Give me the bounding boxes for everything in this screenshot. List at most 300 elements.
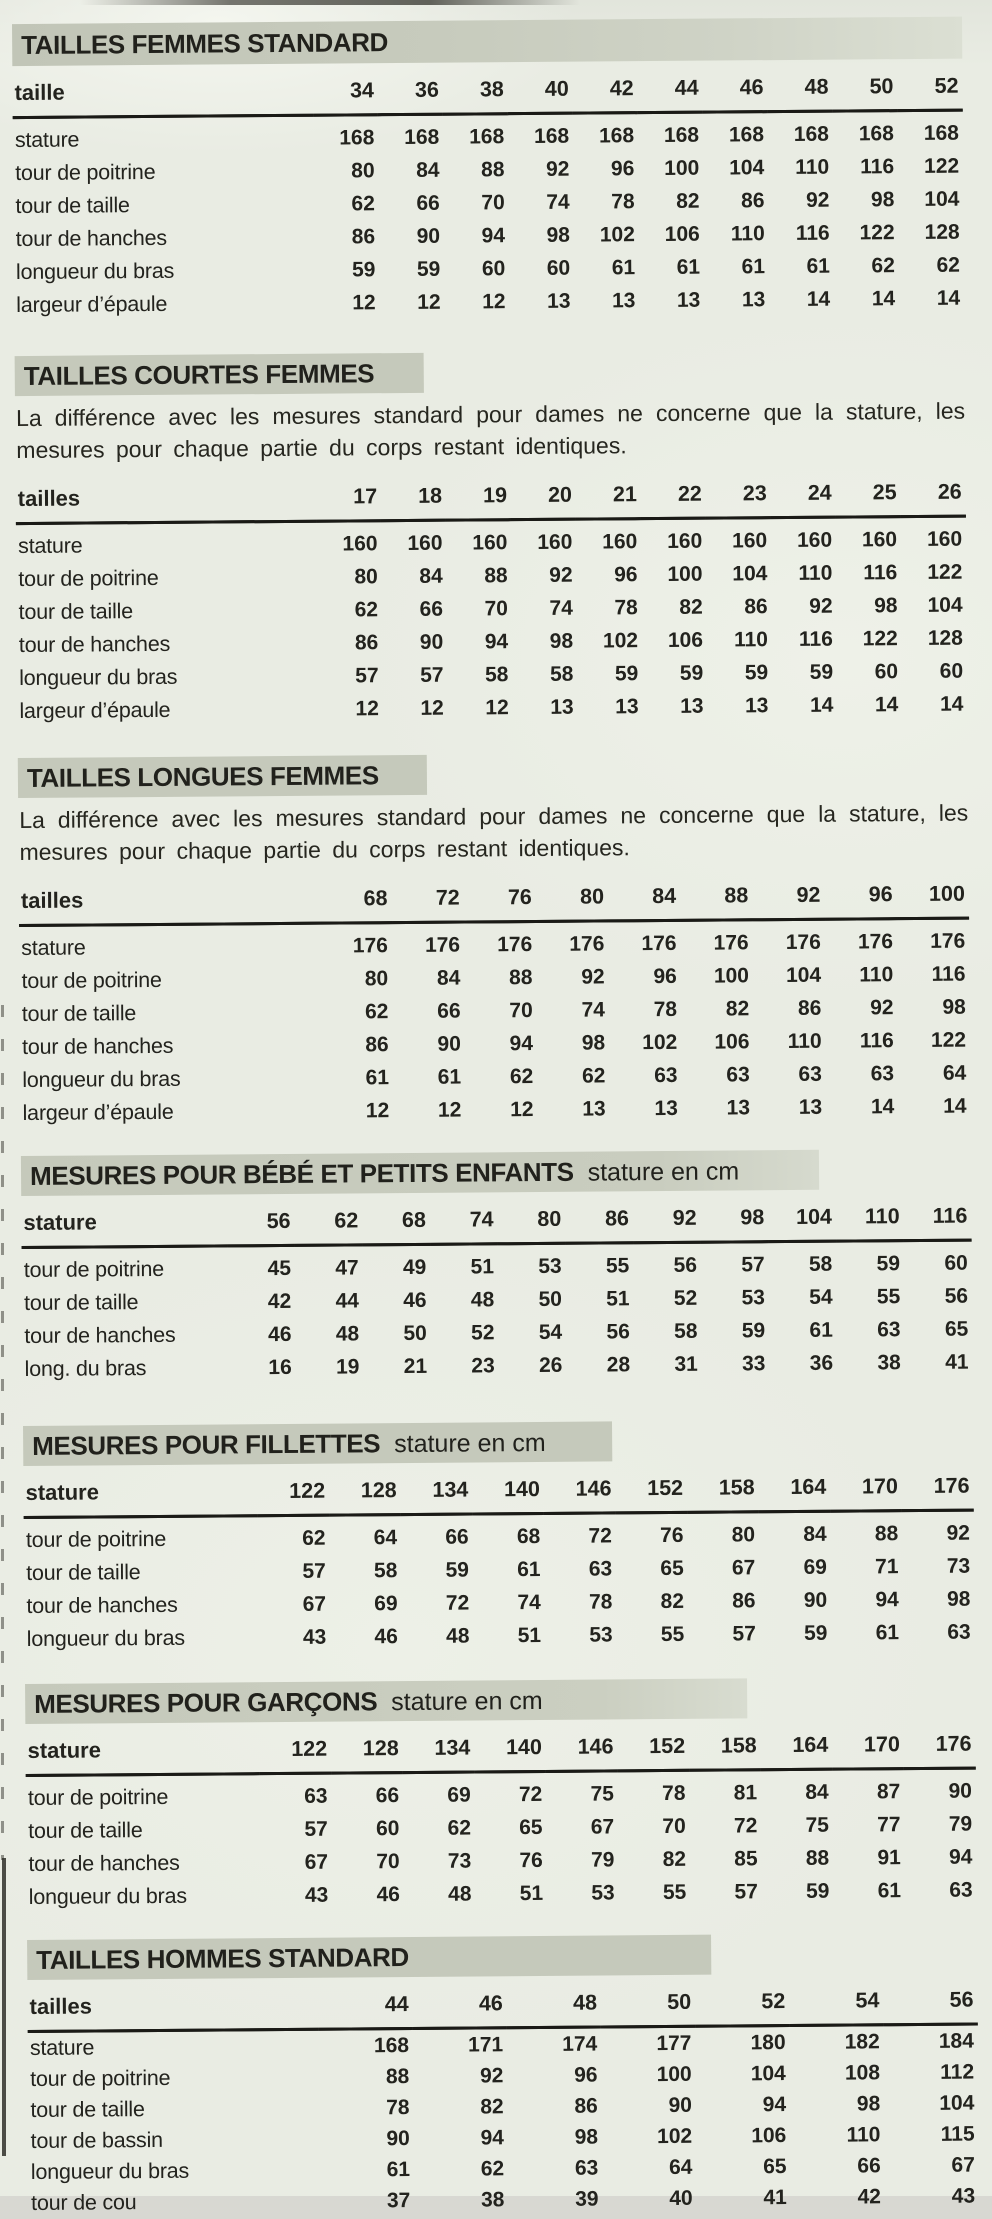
size-table-fillettes [23, 1465, 974, 1656]
header-label: stature [21, 1200, 227, 1247]
cell-value: 57 [732, 1622, 756, 1646]
row-label: tour de taille [28, 1818, 143, 1844]
table-row [27, 1874, 977, 1914]
cell-value: 66 [375, 1784, 400, 1808]
cell-value: 59 [805, 1879, 830, 1903]
cell-value: 65 [944, 1317, 969, 1341]
cell-value: 64 [373, 1526, 398, 1550]
cell-value: 94 [948, 1845, 973, 1869]
column-header: 96 [824, 873, 897, 919]
cell-value: 13 [798, 1095, 823, 1119]
row-label: tour de cou [31, 2190, 137, 2215]
cell-value: 177 [656, 2031, 692, 2056]
cell-value: 59 [614, 662, 639, 686]
cell-value: 108 [844, 2061, 881, 2085]
cell-value: 116 [859, 1029, 894, 1053]
header-row [25, 1723, 975, 1776]
cell-value: 78 [588, 1590, 613, 1614]
cell-value: 98 [581, 1031, 606, 1055]
column-header: 50 [601, 1981, 695, 2027]
cell-value: 67 [731, 1556, 756, 1580]
cell-value: 168 [534, 124, 570, 148]
row-label: stature [21, 935, 86, 961]
cell-value: 88 [484, 564, 508, 588]
column-header: 170 [832, 1723, 904, 1769]
cell-value: 78 [614, 596, 638, 620]
table-row [25, 1616, 975, 1656]
cell-value: 38 [877, 1351, 901, 1375]
cell-value: 43 [304, 1883, 329, 1907]
cell-value: 176 [713, 931, 749, 955]
cell-value: 13 [582, 1097, 606, 1121]
cell-value: 100 [664, 156, 700, 180]
cell-value: 168 [598, 124, 635, 148]
column-header: 24 [771, 472, 836, 518]
cell-value: 94 [484, 630, 509, 654]
cell-value: 98 [546, 223, 571, 247]
cell-value: 72 [518, 1782, 543, 1807]
row-label: tour de poitrine [27, 1784, 169, 1811]
cell-value: 58 [484, 663, 509, 687]
section-description: La différence avec les mesures standard pour dames ne concerne que la stature, les mesures pour chaque partie du corps restant identiques. [15, 397, 966, 464]
cell-value: 76 [660, 1523, 684, 1548]
cell-value: 59 [741, 1319, 766, 1343]
cell-value: 94 [875, 1588, 899, 1612]
cell-value: 102 [599, 223, 635, 247]
cell-value: 98 [874, 594, 898, 618]
column-header: 42 [573, 67, 638, 113]
cell-value: 55 [605, 1254, 630, 1278]
column-header: 134 [401, 1469, 473, 1515]
header-row [12, 65, 962, 118]
cell-value: 13 [676, 288, 701, 312]
cell-value: 14 [806, 287, 831, 311]
cell-value: 176 [930, 929, 966, 953]
cell-value: 56 [673, 1253, 698, 1277]
cell-value: 92 [809, 594, 833, 618]
column-header: 36 [378, 69, 443, 115]
cell-value: 55 [662, 1880, 687, 1905]
cell-value: 98 [549, 629, 574, 653]
header-row [19, 873, 969, 926]
section-title-text: TAILLES HOMMES STANDARD [36, 1942, 409, 1975]
column-header: 38 [443, 68, 508, 114]
cell-value: 92 [805, 188, 830, 212]
table-row [20, 1090, 970, 1130]
cell-value: 96 [653, 964, 677, 989]
cell-value: 90 [948, 1779, 972, 1803]
cell-value: 176 [424, 933, 461, 957]
cell-value: 14 [943, 1094, 967, 1118]
cell-value: 62 [447, 1816, 472, 1840]
cell-value: 16 [268, 1355, 292, 1380]
column-header: 46 [413, 1982, 507, 2028]
row-label: tour de poitrine [30, 2065, 171, 2091]
cell-value: 64 [668, 2155, 693, 2179]
header-label: tailles [16, 476, 317, 524]
section-title-text: TAILLES FEMMES STANDARD [21, 27, 389, 61]
row-label: longueur du bras [26, 1625, 185, 1652]
cell-value: 56 [606, 1320, 630, 1344]
cell-value: 44 [335, 1289, 359, 1313]
column-header: 19 [446, 474, 511, 520]
section-tailles-courtes-femmes [15, 349, 968, 728]
cell-value: 116 [795, 221, 830, 245]
column-header: 44 [638, 67, 703, 113]
row-label: tour de taille [15, 193, 130, 219]
cell-value: 62 [936, 253, 961, 277]
cell-value: 63 [726, 1063, 750, 1087]
cell-value: 98 [574, 2125, 599, 2149]
column-header: 140 [474, 1726, 546, 1772]
column-header: 68 [362, 1199, 430, 1245]
cell-value: 50 [403, 1321, 427, 1346]
cell-value: 13 [744, 694, 769, 718]
cell-value: 53 [538, 1254, 562, 1278]
row-label: tour de hanches [24, 1322, 176, 1349]
row-label: tour de hanches [15, 225, 167, 252]
cell-value: 46 [403, 1288, 427, 1313]
column-header: 68 [319, 877, 392, 923]
cell-value: 67 [302, 1592, 327, 1616]
cell-value: 77 [877, 1813, 901, 1837]
column-header: 44 [318, 1983, 412, 2029]
cell-value: 92 [479, 2064, 504, 2088]
row-label: tour de taille [26, 1560, 141, 1586]
cell-value: 13 [680, 694, 704, 718]
cell-value: 168 [373, 2034, 410, 2058]
column-header: 92 [752, 874, 825, 920]
column-header: 56 [227, 1200, 295, 1246]
cell-value: 63 [870, 1062, 895, 1086]
cell-value: 63 [947, 1620, 971, 1644]
cell-value: 104 [924, 187, 960, 211]
header-row [23, 1465, 973, 1518]
section-title [25, 1678, 747, 1724]
cell-value: 61 [365, 1066, 390, 1090]
cell-value: 78 [662, 1781, 686, 1806]
cell-value: 110 [733, 628, 769, 652]
cell-value: 79 [948, 1812, 973, 1836]
section-title [21, 1150, 819, 1196]
cell-value: 176 [785, 930, 821, 955]
cell-value: 60 [546, 256, 571, 280]
row-label: longueur du bras [19, 664, 178, 691]
cell-value: 59 [679, 661, 704, 685]
row-label: largeur d’épaule [19, 697, 171, 724]
cell-value: 61 [741, 255, 766, 279]
cell-value: 62 [354, 598, 379, 622]
cell-value: 65 [763, 2155, 787, 2179]
cell-value: 91 [877, 1846, 901, 1870]
cell-value: 104 [750, 2062, 786, 2086]
cell-value: 160 [472, 531, 508, 555]
cell-value: 58 [549, 662, 574, 686]
cell-value: 110 [787, 1029, 822, 1054]
cell-value: 92 [549, 563, 573, 587]
cell-value: 12 [352, 291, 376, 315]
cell-value: 63 [949, 1878, 973, 1902]
row-label: long. du bras [24, 1356, 147, 1382]
cell-value: 168 [858, 122, 894, 146]
row-label: longueur du bras [28, 1883, 187, 1910]
cell-value: 88 [805, 1846, 830, 1870]
cell-value: 74 [546, 190, 570, 214]
column-header: 164 [761, 1724, 833, 1770]
column-header: 134 [403, 1727, 475, 1773]
cell-value: 52 [471, 1321, 495, 1345]
column-header: 46 [702, 66, 767, 112]
cell-value: 54 [809, 1285, 833, 1309]
cell-value: 160 [732, 529, 768, 553]
cell-value: 23 [471, 1354, 495, 1378]
cell-value: 60 [375, 1817, 400, 1841]
cell-value: 106 [751, 2124, 787, 2148]
cell-value: 168 [404, 125, 440, 150]
column-header: 158 [687, 1466, 759, 1512]
cell-value: 102 [602, 629, 639, 653]
column-header: 122 [259, 1728, 331, 1774]
cell-value: 62 [302, 1526, 326, 1550]
cell-value: 84 [805, 1780, 829, 1804]
cell-value: 62 [351, 192, 375, 216]
cell-value: 168 [663, 123, 700, 147]
cell-value: 106 [664, 222, 700, 246]
cell-value: 38 [480, 2188, 505, 2212]
cell-value: 13 [550, 695, 574, 719]
cell-value: 102 [657, 2124, 693, 2149]
cell-value: 59 [744, 661, 769, 685]
cell-value: 61 [437, 1065, 462, 1089]
header-label: taille [12, 70, 313, 118]
cell-value: 70 [481, 191, 505, 215]
column-header: 86 [565, 1197, 633, 1243]
cell-value: 86 [365, 1033, 389, 1057]
column-header: 20 [511, 474, 576, 520]
cell-value: 81 [733, 1781, 758, 1805]
cell-value: 41 [945, 1350, 969, 1374]
cell-value: 182 [844, 2030, 880, 2054]
cell-value: 71 [875, 1555, 899, 1579]
column-header: 104 [768, 1196, 836, 1242]
table-row [14, 282, 964, 322]
column-header: 110 [836, 1195, 904, 1241]
cell-value: 104 [729, 156, 765, 180]
cell-value: 72 [588, 1524, 612, 1548]
cell-value: 106 [714, 1030, 750, 1054]
column-header: 92 [633, 1197, 701, 1243]
cell-value: 21 [403, 1354, 428, 1379]
row-label: tour de hanches [18, 631, 171, 658]
cell-value: 60 [939, 659, 964, 683]
cell-value: 87 [876, 1780, 901, 1804]
column-header: 48 [507, 1982, 601, 2028]
cell-value: 104 [732, 562, 768, 586]
header-row [27, 1979, 977, 2032]
cell-value: 168 [793, 122, 829, 146]
column-header: 152 [617, 1725, 689, 1771]
row-label: tour de taille [30, 2097, 145, 2122]
row-label: longueur du bras [22, 1066, 181, 1093]
cell-value: 68 [516, 1524, 541, 1549]
cell-value: 43 [302, 1625, 327, 1649]
cell-value: 94 [509, 1032, 534, 1056]
column-header: 21 [576, 473, 641, 519]
cell-value: 13 [546, 289, 571, 313]
cell-value: 92 [581, 965, 605, 989]
cell-value: 63 [654, 1063, 678, 1088]
cell-value: 67 [304, 1850, 329, 1874]
section-title-suffix: stature en cm [587, 1157, 740, 1187]
cell-value: 53 [589, 1623, 613, 1647]
page-content [12, 17, 979, 2219]
cell-value: 12 [355, 697, 379, 721]
cell-value: 96 [614, 563, 638, 587]
cell-value: 90 [416, 224, 441, 248]
cell-value: 92 [870, 996, 894, 1020]
cell-value: 84 [436, 966, 461, 990]
cell-value: 92 [946, 1521, 970, 1545]
cell-value: 61 [611, 256, 636, 280]
cell-value: 48 [470, 1288, 495, 1312]
cell-value: 62 [871, 254, 895, 278]
column-header: 50 [832, 65, 897, 111]
cell-value: 100 [667, 562, 703, 586]
cell-value: 42 [857, 2185, 882, 2209]
cell-value: 12 [482, 290, 506, 314]
cell-value: 67 [951, 2153, 975, 2177]
cell-value: 88 [385, 2065, 410, 2089]
cell-value: 122 [859, 221, 895, 245]
cell-value: 86 [797, 996, 822, 1020]
cell-value: 43 [951, 2184, 976, 2208]
table-row [17, 688, 967, 728]
cell-value: 28 [606, 1353, 631, 1377]
cell-value: 57 [355, 664, 379, 688]
cell-value: 160 [796, 528, 833, 552]
cell-value: 116 [863, 561, 898, 585]
cell-value: 106 [667, 628, 704, 652]
cell-value: 82 [662, 1847, 687, 1872]
cell-value: 94 [481, 224, 506, 248]
cell-value: 13 [654, 1096, 678, 1121]
cell-value: 66 [857, 2154, 881, 2178]
header-label: stature [25, 1728, 259, 1775]
cell-value: 58 [808, 1252, 833, 1276]
cell-value: 116 [931, 962, 966, 986]
row-label: tour de taille [23, 1290, 139, 1316]
cell-value: 82 [480, 2095, 504, 2119]
cell-value: 59 [876, 1252, 901, 1276]
header-row [21, 1195, 971, 1248]
cell-value: 50 [538, 1287, 562, 1311]
cell-value: 69 [447, 1783, 471, 1807]
cell-value: 122 [927, 560, 963, 584]
cell-value: 73 [946, 1554, 971, 1578]
cell-value: 60 [481, 257, 506, 281]
cell-value: 116 [798, 627, 833, 651]
cell-value: 74 [517, 1590, 541, 1615]
column-header: 98 [700, 1196, 768, 1242]
row-label: stature [29, 2035, 95, 2060]
column-header: 23 [706, 472, 771, 518]
column-header: 52 [897, 65, 962, 111]
cell-value: 110 [795, 155, 830, 179]
cell-value: 61 [809, 1318, 833, 1342]
section-title [15, 353, 424, 396]
row-label: tour de hanches [26, 1592, 178, 1619]
row-label: largeur d’épaule [16, 291, 168, 318]
section-title-suffix: stature en cm [391, 1686, 543, 1717]
section-title [27, 1935, 711, 1980]
cell-value: 174 [562, 2032, 598, 2056]
cell-value: 176 [497, 933, 533, 957]
cell-value: 90 [419, 630, 444, 654]
cell-value: 12 [420, 696, 444, 720]
cell-value: 160 [602, 530, 638, 554]
column-header: 80 [497, 1198, 565, 1244]
cell-value: 86 [574, 2094, 598, 2118]
cell-value: 102 [642, 1030, 678, 1055]
row-label: tour de hanches [21, 1033, 174, 1060]
column-header: 80 [536, 875, 609, 921]
column-header: 76 [464, 876, 537, 922]
column-header: 18 [381, 475, 446, 521]
cell-value: 122 [924, 154, 960, 178]
cell-value: 13 [741, 288, 766, 312]
cell-value: 61 [877, 1879, 902, 1903]
cell-value: 78 [653, 997, 678, 1022]
cell-value: 75 [805, 1813, 830, 1837]
cell-value: 55 [660, 1622, 685, 1647]
cell-value: 63 [588, 1557, 613, 1581]
row-label: tour de poitrine [21, 967, 162, 994]
cell-value: 48 [448, 1882, 472, 1906]
cell-value: 160 [342, 532, 378, 556]
cell-value: 63 [304, 1784, 328, 1808]
cell-value: 80 [351, 159, 375, 183]
cell-value: 57 [302, 1559, 326, 1583]
section-tailles-longues-femmes [18, 751, 971, 1130]
column-header: 100 [896, 873, 969, 919]
column-header: 128 [331, 1727, 403, 1773]
cell-value: 82 [676, 189, 700, 213]
cell-value: 98 [856, 2092, 881, 2116]
cell-value: 26 [538, 1353, 563, 1377]
cell-value: 128 [927, 626, 963, 650]
column-header: 146 [546, 1725, 618, 1771]
cell-value: 176 [569, 932, 605, 956]
cell-value: 55 [876, 1285, 901, 1309]
cell-value: 86 [744, 595, 768, 619]
cell-value: 66 [437, 999, 461, 1023]
row-label: longueur du bras [15, 258, 175, 285]
cell-value: 86 [354, 631, 379, 655]
column-header: 74 [430, 1198, 498, 1244]
cell-value: 14 [871, 287, 896, 311]
cell-value: 58 [373, 1559, 398, 1583]
cell-value: 98 [942, 995, 966, 1019]
cell-value: 78 [386, 2096, 410, 2120]
cell-value: 168 [469, 125, 505, 149]
column-header: 17 [316, 475, 381, 521]
cell-value: 184 [938, 2029, 974, 2053]
column-header: 176 [904, 1723, 976, 1769]
size-table-bebe-petits-enfants [21, 1195, 972, 1386]
cell-value: 53 [741, 1286, 765, 1310]
cell-value: 72 [733, 1814, 758, 1838]
section-tailles-femmes-standard [12, 17, 964, 322]
